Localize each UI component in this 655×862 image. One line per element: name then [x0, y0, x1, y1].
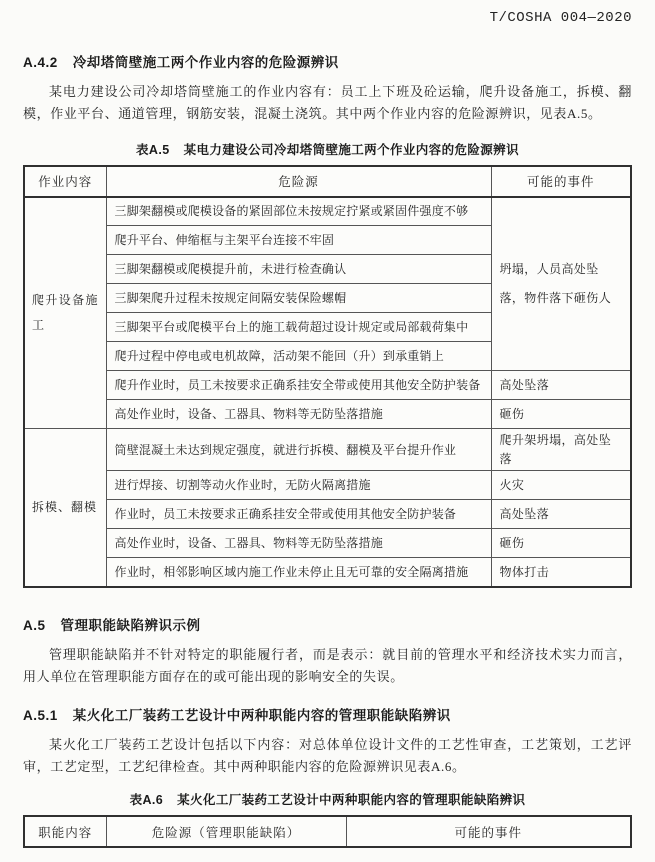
- hazard-cell: 高处作业时，设备、工器具、物料等无防坠落措施: [106, 529, 491, 558]
- event-cell-merged: 坍塌，人员高处坠落，物件落下砸伤人: [491, 197, 631, 371]
- event-cell: 火灾: [491, 471, 631, 500]
- event-cell: 爬升架坍塌，高处坠落: [491, 429, 631, 471]
- section-a51-paragraph: 某火化工厂装药工艺设计包括以下内容：对总体单位设计文件的工艺性审查，工艺策划，工艺评审，工艺定型，工艺纪律检查。其中两种职能内容的危险源辨识见表A.6。: [23, 736, 632, 774]
- event-cell: 砸伤: [491, 529, 631, 558]
- section-a51-title: 某火化工厂装药工艺设计中两种职能内容的管理职能缺陷辨识: [72, 707, 451, 723]
- hazard-cell: 进行焊接、切割等动火作业时，无防火隔离措施: [106, 471, 491, 500]
- table-a5-caption-title: 某电力建设公司冷却塔筒壁施工两个作业内容的危险源辨识: [183, 142, 519, 157]
- table-a6-header-row: [24, 816, 631, 847]
- column-header-activity: 作业内容: [24, 166, 106, 197]
- table-a6-caption-title: 某火化工厂装药工艺设计中两种职能内容的管理职能缺陷辨识: [177, 793, 526, 808]
- hazard-cell: 爬升作业时，员工未按要求正确系挂安全带或使用其他安全防护装备: [106, 371, 491, 400]
- table-a6-caption-label: 表A.6: [129, 793, 164, 808]
- event-cell: 物体打击: [491, 558, 631, 587]
- hazard-cell: 爬升过程中停电或电机故障，活动架不能回（升）到承重销上: [106, 342, 491, 371]
- hazard-cell: 三脚架平台或爬模平台上的施工载荷超过设计规定或局部载荷集中: [106, 313, 491, 342]
- table-row: [24, 471, 631, 500]
- hazard-cell: 作业时，员工未按要求正确系挂安全带或使用其他安全防护装备: [106, 500, 491, 529]
- table-row: [24, 429, 631, 471]
- table-a6-caption: [23, 790, 632, 808]
- column-header-hazard: 危险源: [106, 166, 491, 197]
- section-a42-paragraph: 某电力建设公司冷却塔筒壁施工的作业内容有：员工上下班及砼运输，爬升设备施工，拆模、翻模，作业平台、通道管理，钢筋安装，混凝土浇筑。其中两个作业内容的危险源辨识，见表A.5。: [23, 84, 632, 122]
- table-row: [24, 558, 631, 587]
- event-cell: 高处坠落: [491, 371, 631, 400]
- doc-number: T/COSHA 004—2020: [489, 10, 632, 26]
- event-cell: 高处坠落: [491, 500, 631, 529]
- column-header-event: 可能的事件: [346, 816, 631, 847]
- hazard-cell: 三脚架翻模或爬模设备的紧固部位未按规定拧紧或紧固件强度不够: [106, 197, 491, 226]
- section-a5-heading: [23, 614, 632, 634]
- section-a5-title: 管理职能缺陷辨识示例: [60, 617, 201, 633]
- table-row: [24, 500, 631, 529]
- section-a51-number: A.5.1: [23, 707, 58, 723]
- hazard-cell: 三脚架翻模或爬模提升前，未进行检查确认: [106, 255, 491, 284]
- table-a6: [23, 815, 632, 848]
- activity-cell-climbing-equipment: 爬升设备施工: [24, 197, 106, 429]
- column-header-event: 可能的事件: [491, 166, 631, 197]
- section-a5-paragraph: 管理职能缺陷并不针对特定的职能履行者，而是表示：就目前的管理水平和经济技术实力而言，用人单位在管理职能方面存在的或可能出现的影响安全的失误。: [23, 646, 632, 685]
- table-a5-header-row: [24, 166, 631, 197]
- hazard-cell: 筒壁混凝土未达到规定强度，就进行拆模、翻模及平台提升作业: [106, 429, 491, 471]
- table-a5-caption: [23, 140, 632, 158]
- column-header-function: 职能内容: [24, 816, 106, 847]
- table-row: [24, 529, 631, 558]
- hazard-cell: 三脚架爬升过程未按规定间隔安装保险螺帽: [106, 284, 491, 313]
- section-a42-heading: [23, 51, 632, 71]
- table-row: [24, 371, 631, 400]
- table-row: [24, 197, 631, 226]
- event-cell: 砸伤: [491, 400, 631, 429]
- hazard-cell: 爬升平台、伸缩框与主架平台连接不牢固: [106, 226, 491, 255]
- section-a51-heading: [23, 704, 632, 724]
- section-a42-number: A.4.2: [23, 55, 58, 70]
- column-header-hazard-defect: 危险源（管理职能缺陷）: [106, 816, 346, 847]
- hazard-cell: 高处作业时，设备、工器具、物料等无防坠落措施: [106, 400, 491, 429]
- table-a5-caption-label: 表A.5: [136, 142, 170, 157]
- activity-cell-formwork: 拆模、翻模: [24, 429, 106, 587]
- section-a42-title: 冷却塔筒壁施工两个作业内容的危险源辨识: [72, 55, 339, 70]
- hazard-cell: 作业时，相邻影响区域内施工作业未停止且无可靠的安全隔离措施: [106, 558, 491, 587]
- section-a5-number: A.5: [23, 617, 46, 633]
- table-a5: [23, 165, 632, 588]
- table-row: [24, 400, 631, 429]
